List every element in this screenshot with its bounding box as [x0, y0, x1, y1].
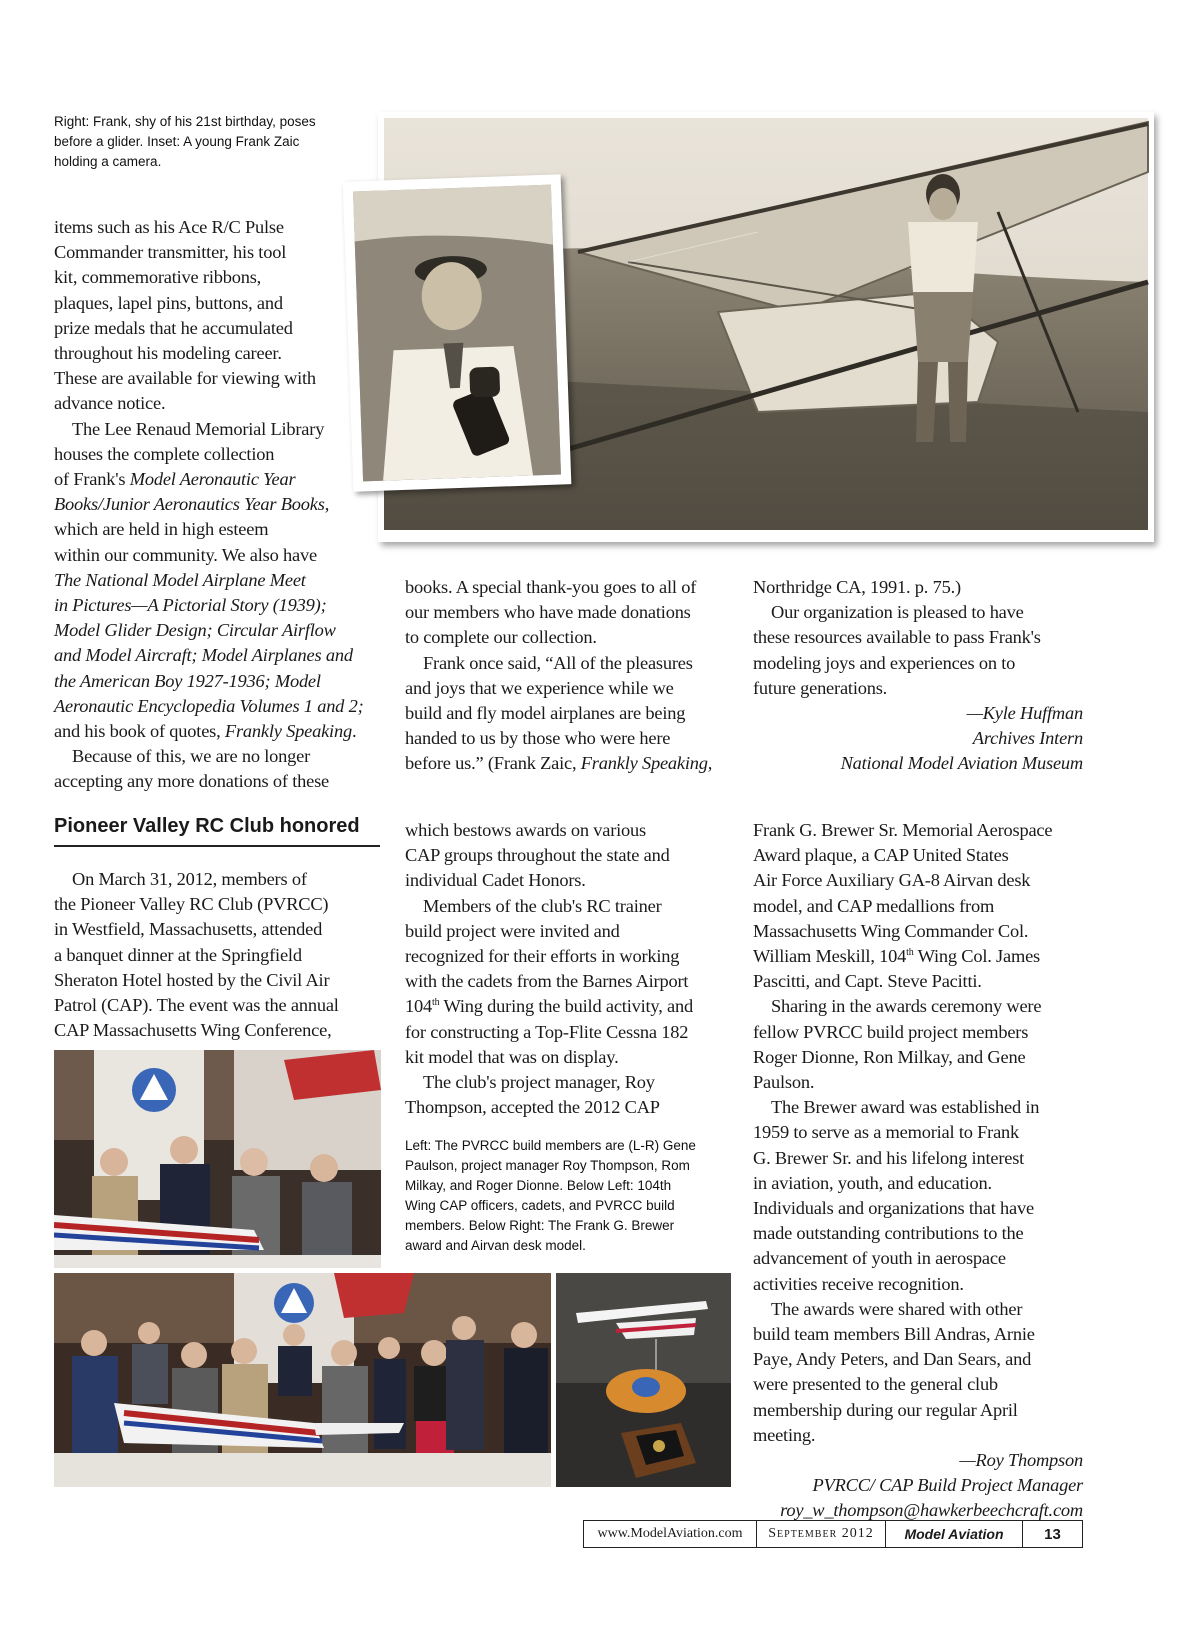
signature-org: National Model Aviation Museum: [840, 753, 1083, 774]
footer-magazine: Model Aviation: [886, 1521, 1023, 1547]
heading-rule: [54, 845, 380, 847]
signature-name: —Roy Thompson: [959, 1450, 1083, 1471]
article1-column2: books. A special thank-you goes to all of our members who have made donations to complete our collection. Frank once said, “All of the pleasures and joys that we experience while we build and fly model airplanes are being handed to us by those who were here before us.” (Frank Zaic, Frankly Speaking,: [405, 577, 713, 774]
brewer-award-image: [556, 1273, 731, 1487]
article2-column3: Frank G. Brewer Sr. Memorial Aerospace Award plaque, a CAP United States Air Force Auxiliary GA-8 Airvan desk model, and CAP medallions from Massachusetts Wing Commander Col. William Meskill, 104th Wing Col. James Pascitti, and Capt. Steve Pacitti. Sharing in the awards ceremony were fellow PVRCC build project members Roger Dionne, Ron Milkay, and Gene Paulson. The Brewer award was established in 1959 to serve as a memorial to Frank G. Brewer Sr. and his lifelong interest in aviation, youth, and education. Individuals and organizations that have made outstanding contributions to the advancement of youth in aerospace activities receive recognition. The awards were shared with other build team members Bill Andras, Arnie Paye, Andy Peters, and Dan Sears, and were presented to the general club membership during our regular April meeting. —Roy Thompson PVRCC/ CAP Build Project Manager roy_w_thompson@hawkerbeechcraft.com: [753, 818, 1083, 1524]
brewer-award-photo: [556, 1273, 731, 1487]
cap-group-photo: [54, 1273, 551, 1487]
signature-title: Archives Intern: [972, 728, 1083, 749]
section-heading: Pioneer Valley RC Club honored: [54, 815, 360, 837]
article1-column3: Northridge CA, 1991. p. 75.) Our organization is pleased to have these resources available to pass Frank's modeling joys and experiences on to future generations. —Kyle Huffman Archives Intern National Model Aviation Museum: [753, 575, 1083, 777]
pvrcc-members-photo: [54, 1050, 381, 1268]
page-footer: [583, 1520, 1083, 1548]
article2-column2: which bestows awards on various CAP groups throughout the state and individual Cadet Honors. Members of the club's RC trainer build project were invited and recognized for their efforts in working with the cadets from the Barnes Airport 104th Wing during the build activity, and for constructing a Top-Flite Cessna 182 kit model that was on display. The club's project manager, Roy Thompson, accepted the 2012 CAP: [405, 820, 693, 1118]
cap-group-image: [54, 1273, 551, 1487]
signature-email: roy_w_thompson@hawkerbeechcraft.com: [780, 1500, 1083, 1521]
top-photo-caption: Right: Frank, shy of his 21st birthday, poses before a glider. Inset: A young Frank Zaic holding a camera.: [54, 114, 316, 169]
footer-date: September 2012: [757, 1521, 886, 1547]
footer-url: www.ModelAviation.com: [584, 1521, 757, 1547]
pvrcc-members-image: [54, 1050, 381, 1268]
article1-column1: items such as his Ace R/C Pulse Commander transmitter, his tool kit, commemorative ribbons, plaques, lapel pins, buttons, and prize medals that he accumulated throughout his modeling career. These are available for viewing with advance notice. The Lee Renaud Memorial Library houses the complete collection of Frank's Model Aeronautic Year Books/Junior Aeronautics Year Books, which are held in high esteem within our community. We also have The National Model Airplane Meet in Pictures—A Pictorial Story (1939); Model Glider Design; Circular Airflow and Model Aircraft; Model Airplanes and the American Boy 1927-1936; Model Aeronautic Encyclopedia Volumes 1 and 2; and his book of quotes, Frankly Speaking. Because of this, we are no longer accepting any more donations of these: [54, 217, 364, 792]
signature-title: PVRCC/ CAP Build Project Manager: [812, 1475, 1083, 1496]
article2-column1: On March 31, 2012, members of the Pioneer Valley RC Club (PVRCC) in Westfield, Massachusetts, attended a banquet dinner at the Springfield Sheraton Hotel hosted by the Civil Air Patrol (CAP). The event was the annual CAP Massachusetts Wing Conference,: [54, 869, 339, 1041]
pvrcc-photo-caption: Left: The PVRCC build members are (L-R) Gene Paulson, project manager Roy Thompson, Rom Milkay, and Roger Dionne. Below Left: 104th Wing CAP officers, cadets, and PVRCC build members. Below Right: The Frank G. Brewer award and Airvan desk model.: [405, 1138, 696, 1253]
signature-name: —Kyle Huffman: [966, 703, 1083, 724]
page-number: 13: [1044, 1525, 1061, 1543]
